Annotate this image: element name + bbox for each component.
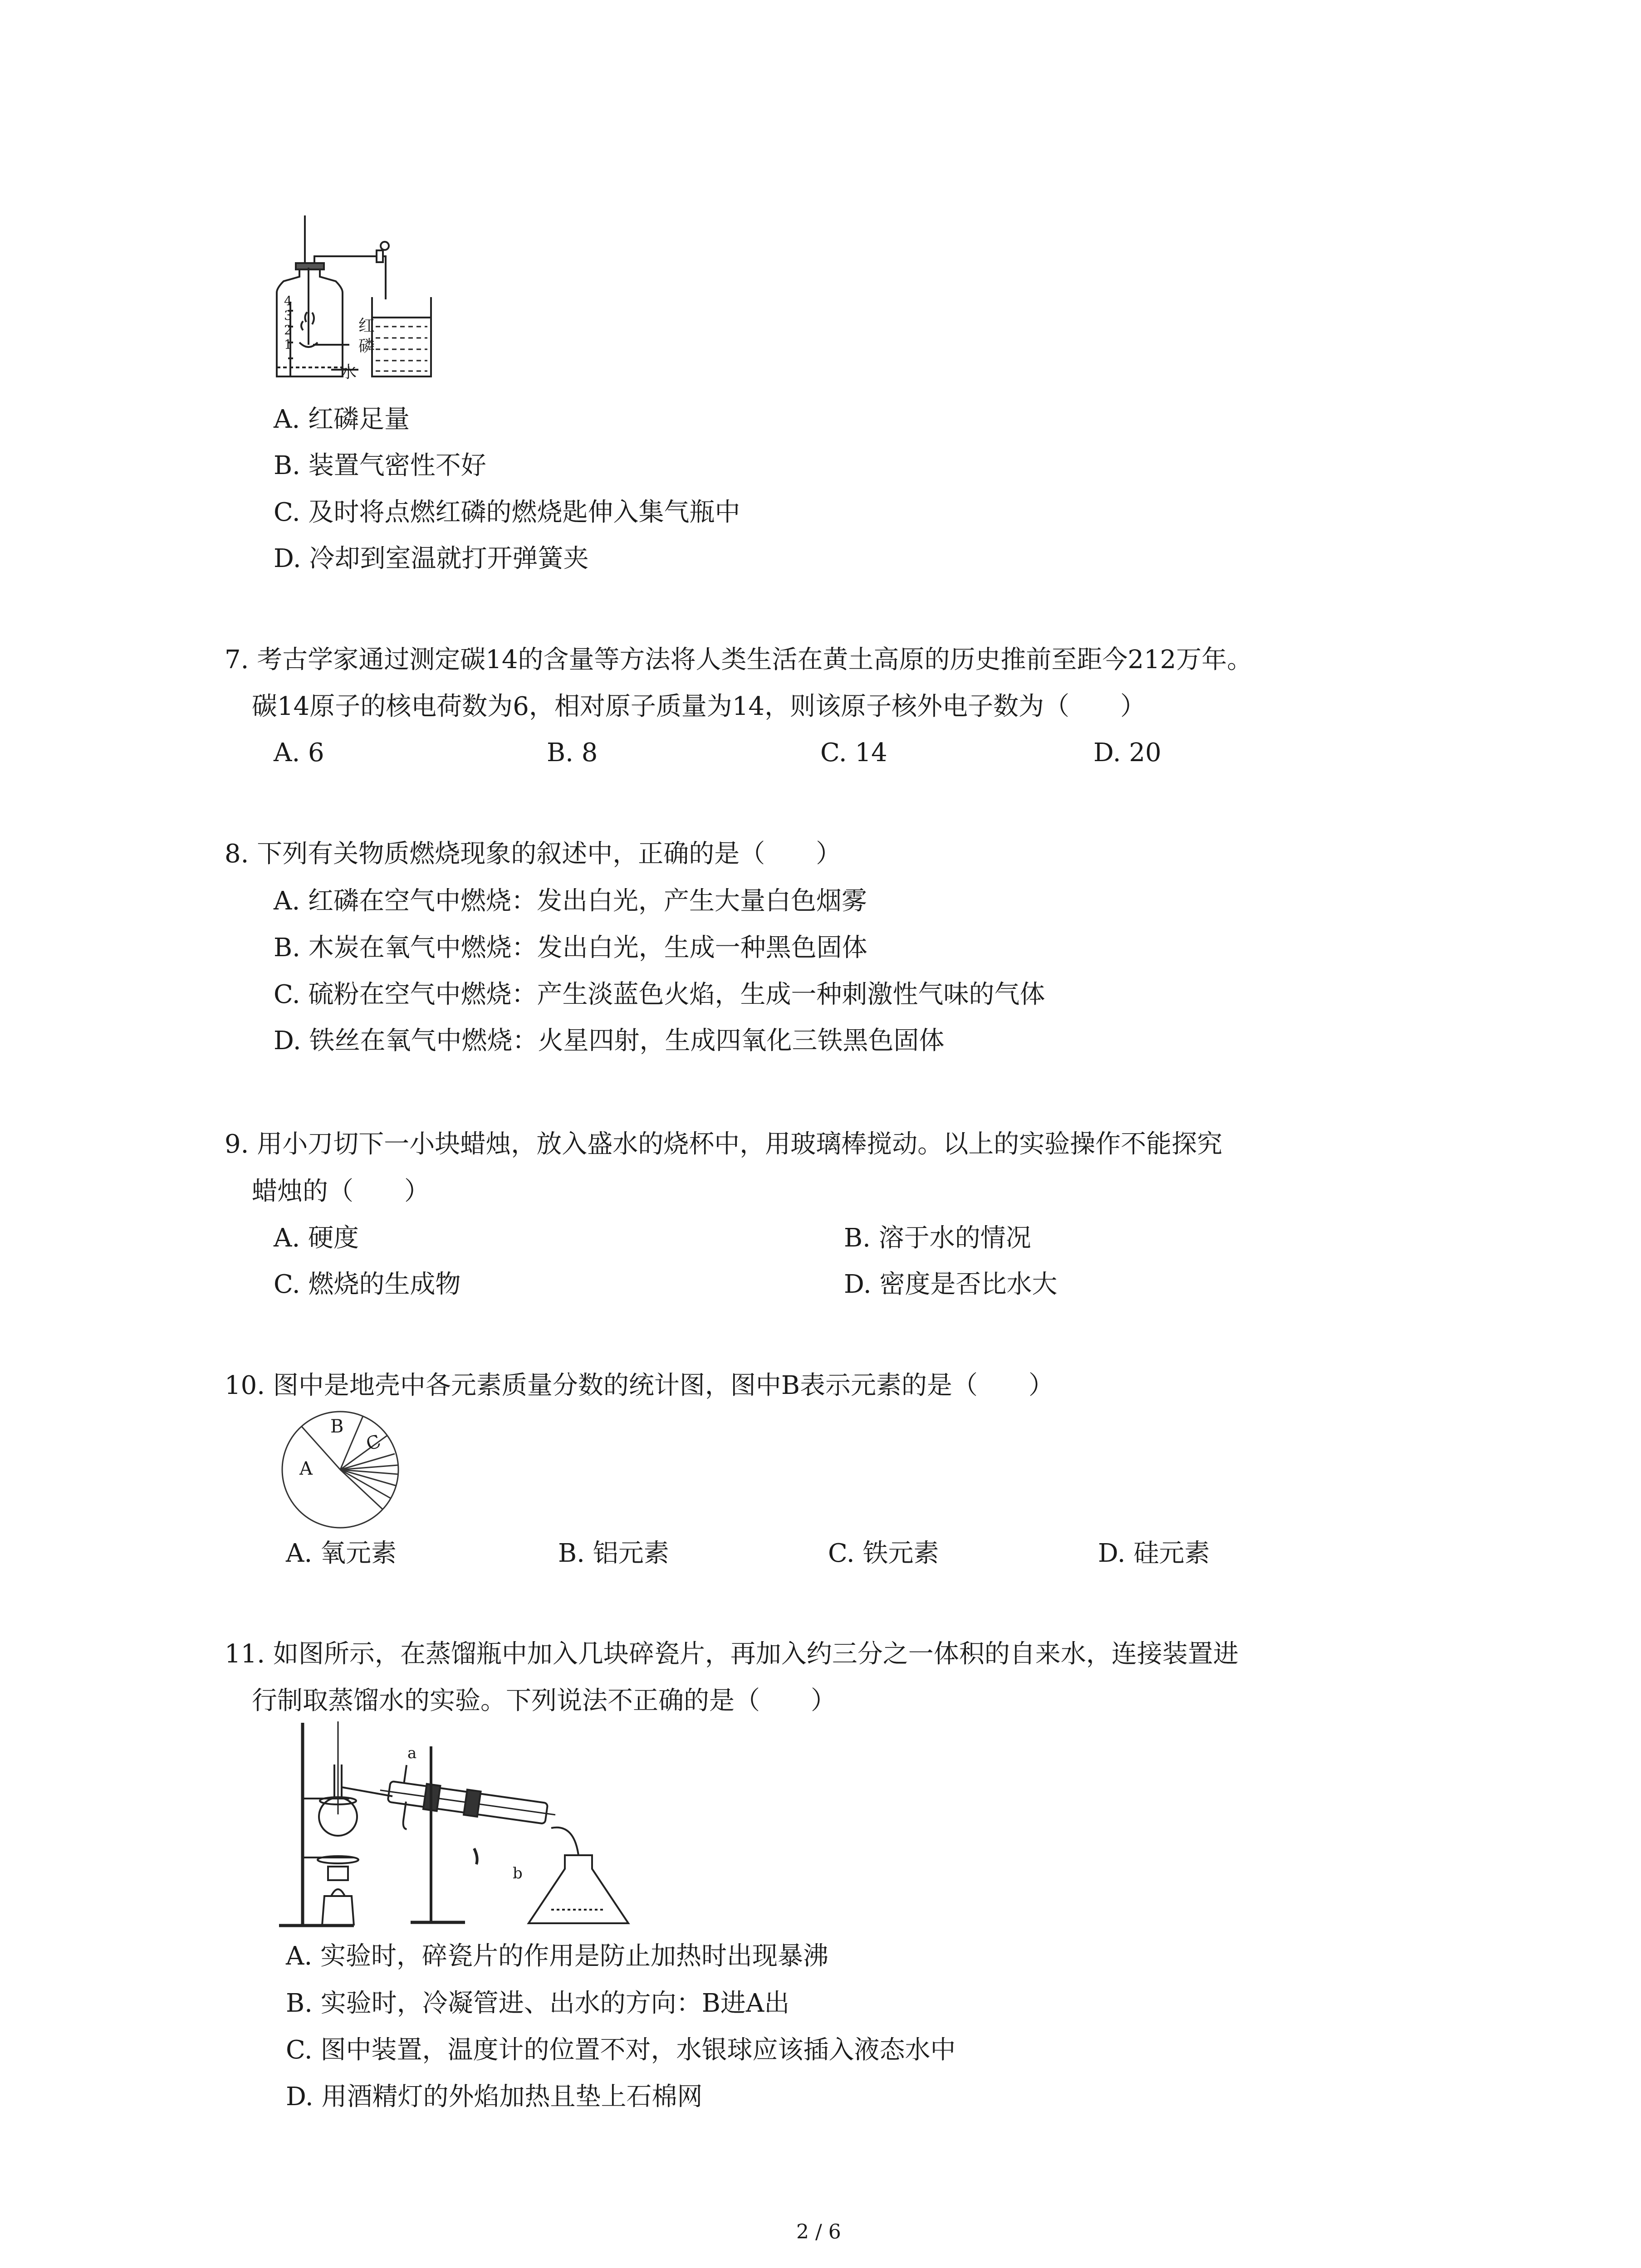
q10-option-d: D. 硅元素 — [1098, 1539, 1210, 1568]
q10-stem: 10. 图中是地壳中各元素质量分数的统计图，图中B表示元素的是（ ） — [225, 1371, 1054, 1400]
q7-stem-line1: 7. 考古学家通过测定碳14的含量等方法将人类生活在黄土高原的历史推前至距今212万年。 — [225, 645, 1253, 675]
q11-option-c: C. 图中装置，温度计的位置不对，水银球应该插入液态水中 — [286, 2035, 956, 2065]
q11-label-b: b — [513, 1864, 523, 1882]
q8-option-b: B. 木炭在氧气中燃烧：发出白光，生成一种黑色固体 — [274, 933, 867, 963]
q10-option-b: B. 铝元素 — [558, 1539, 669, 1568]
q9-stem-line1: 9. 用小刀切下一小块蜡烛，放入盛水的烧杯中，用玻璃棒搅动。以上的实验操作不能探究 — [225, 1129, 1223, 1159]
q6-scale-labels — [284, 294, 292, 352]
q11-stem-line2: 行制取蒸馏水的实验。下列说法不正确的是（ ） — [252, 1686, 836, 1716]
scale-label-3: 3 — [284, 308, 292, 323]
q7-option-b: B. 8 — [547, 738, 598, 767]
q9-option-a: A. 硬度 — [274, 1223, 359, 1253]
q9-option-c: C. 燃烧的生成物 — [274, 1270, 461, 1299]
q7-stem-line2: 碳14原子的核电荷数为6，相对原子质量为14，则该原子核外电子数为（ ） — [252, 692, 1146, 721]
q6-option-a: A. 红磷足量 — [274, 405, 410, 434]
scale-label-1: 1 — [284, 337, 292, 352]
q10-pie-label-c: C — [363, 1431, 384, 1455]
q9-stem-line2: 蜡烛的（ ） — [252, 1177, 430, 1206]
q8-option-d: D. 铁丝在氧气中燃烧：火星四射，生成四氧化三铁黑色固体 — [274, 1026, 945, 1056]
scale-label-2: 2 — [284, 323, 292, 337]
q7-option-d: D. 20 — [1093, 738, 1161, 767]
q6-option-b: B. 装置气密性不好 — [274, 451, 486, 480]
q6-label-water: 水 — [340, 363, 357, 381]
q11-label-a: a — [407, 1744, 417, 1762]
q11-distillation-figure — [274, 1719, 633, 1932]
q9-option-d: D. 密度是否比水大 — [844, 1270, 1058, 1299]
q11-option-d: D. 用酒精灯的外焰加热且垫上石棉网 — [286, 2082, 703, 2112]
q10-option-a: A. 氧元素 — [286, 1539, 397, 1568]
scale-label-4: 4 — [284, 293, 292, 308]
q8-stem: 8. 下列有关物质燃烧现象的叙述中，正确的是（ ） — [225, 839, 842, 869]
q6-label-red: 红 — [358, 317, 375, 335]
q8-option-a: A. 红磷在空气中燃烧：发出白光，产生大量白色烟雾 — [274, 886, 867, 916]
q11-option-b: B. 实验时，冷凝管进、出水的方向：B进A出 — [286, 1989, 790, 2018]
q7-option-a: A. 6 — [274, 738, 324, 767]
q6-label-phosphorus: 磷 — [358, 337, 375, 356]
q9-option-b: B. 溶于水的情况 — [844, 1223, 1031, 1253]
q10-pie-label-b: B — [330, 1416, 344, 1437]
q10-pie-label-a: A — [299, 1458, 313, 1479]
q6-option-d: D. 冷却到室温就打开弹簧夹 — [274, 544, 589, 573]
page-number: 2 / 6 — [796, 2220, 841, 2244]
q6-option-c: C. 及时将点燃红磷的燃烧匙伸入集气瓶中 — [274, 498, 740, 527]
q10-option-c: C. 铁元素 — [828, 1539, 939, 1568]
q8-option-c: C. 硫粉在空气中燃烧：产生淡蓝色火焰，生成一种刺激性气味的气体 — [274, 980, 1045, 1009]
q11-stem-line1: 11. 如图所示，在蒸馏瓶中加入几块碎瓷片，再加入约三分之一体积的自来水，连接装置进 — [225, 1639, 1239, 1669]
q11-option-a: A. 实验时，碎瓷片的作用是防止加热时出现暴沸 — [286, 1941, 829, 1971]
q7-option-c: C. 14 — [820, 738, 887, 767]
